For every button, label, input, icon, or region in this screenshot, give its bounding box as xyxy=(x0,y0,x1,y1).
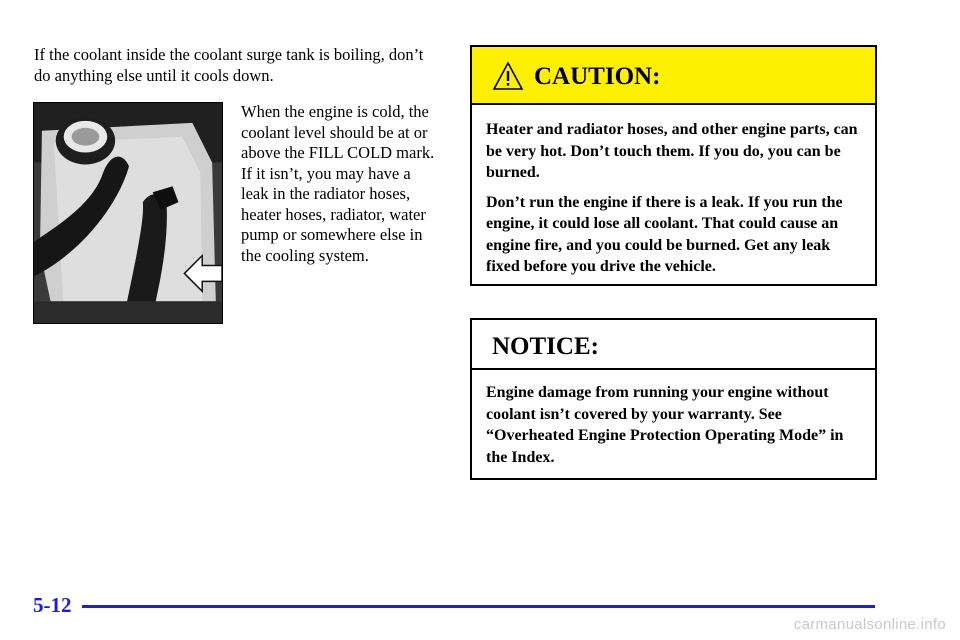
caution-paragraph-1: Heater and radiator hoses, and other engine parts, can be very hot. Don’t touch them. If you do, you can be burned. xyxy=(486,121,858,181)
photo-illustration xyxy=(34,103,222,323)
page-number: 5-12 xyxy=(33,593,72,617)
caution-box xyxy=(470,45,877,286)
caution-title: CAUTION: xyxy=(534,63,661,90)
notice-box xyxy=(470,318,877,480)
notice-body xyxy=(472,370,875,468)
intro-paragraph: If the coolant inside the coolant surge tank is boiling, don’t do anything else until it cools down. xyxy=(34,45,424,85)
coolant-level-paragraph: When the engine is cold, the coolant level should be at or above the FILL COLD mark. If it isn’t, you may have a leak in the radiator hoses, heater hoses, radiator, water pump or somewhere else in the cooling system. xyxy=(241,102,435,265)
caution-body xyxy=(472,105,875,278)
caution-paragraph-2: Don’t run the engine if there is a leak. If you run the engine, it could lose all coolant. That could cause an engine fire, and you could be burned. Get any leak fixed before you drive the vehicle. xyxy=(486,193,843,275)
caution-header xyxy=(472,47,875,105)
coolant-surge-tank-photo xyxy=(33,102,223,324)
notice-header xyxy=(472,320,875,370)
watermark: carmanualsonline.info xyxy=(793,616,946,633)
footer-rule xyxy=(82,605,875,608)
notice-paragraph: Engine damage from running your engine without coolant isn’t covered by your warranty. See “Overheated Engine Protection Operating Mode” in the Index. xyxy=(486,384,844,466)
warning-triangle-icon xyxy=(492,61,524,91)
notice-title: NOTICE: xyxy=(492,333,599,360)
